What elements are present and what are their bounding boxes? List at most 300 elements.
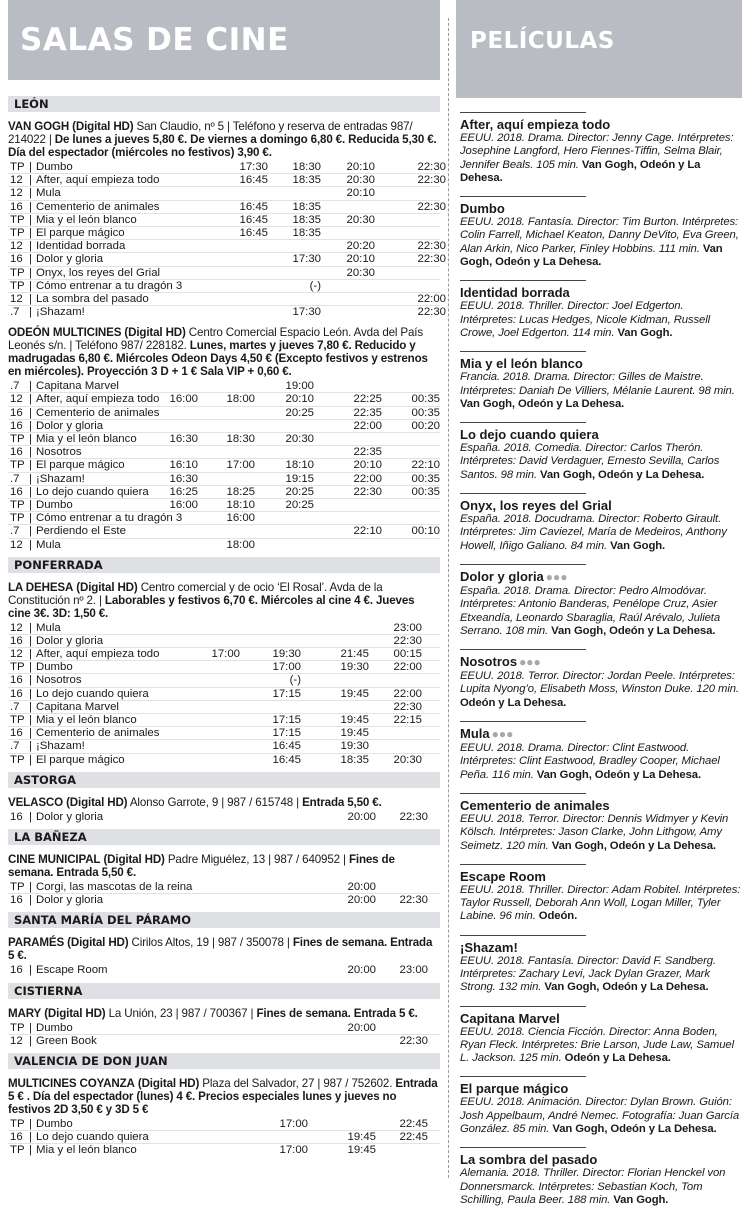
schedule-row	[8, 726, 440, 739]
age-rating: TP |	[10, 280, 30, 292]
showtime: 17:00	[272, 661, 301, 674]
showtime: 20:25	[285, 498, 314, 511]
film-description	[460, 955, 742, 995]
schedule-row	[8, 445, 440, 458]
cinema-name: ODEÓN MULTICINES	[8, 326, 122, 340]
age-rating: 16 |	[10, 894, 30, 906]
age-rating: TP |	[10, 1118, 30, 1130]
schedule-row	[8, 292, 446, 305]
showtime: 17:15	[272, 714, 301, 726]
film-details: EEUU. 2018. Drama. Director: Jenny Cage. Intérpretes: Josephine Langford, Hero Fiennes-Tiffin, Selma Blair, Jennifer Beals. 105 min.	[460, 132, 734, 171]
film-description	[460, 1167, 742, 1207]
cinema-info	[8, 120, 440, 159]
age-rating: 16 |	[10, 1131, 30, 1143]
showtime: 18:35	[292, 213, 321, 226]
showtime: 22:30	[417, 253, 446, 266]
cinema-format: (Digital HD)	[137, 1076, 200, 1090]
age-rating: TP |	[10, 499, 30, 511]
films-column	[456, 0, 742, 1207]
film-details: EEUU. 2018. Fantasía. Director: Tim Burton. Intérpretes: Colin Farrell, Michael Keaton, Danny DeVito, Eva Green, Alan Arkin, Nico Parker, Finley Hobbins. 111 min.	[460, 216, 739, 255]
film-entry	[460, 864, 742, 924]
showtime: 17:30	[292, 306, 321, 319]
cinema-name: PARAMÉS	[8, 936, 65, 950]
showtime: 21:45	[340, 648, 369, 661]
showtime: 18:35	[292, 174, 321, 187]
age-rating: 12 |	[10, 539, 30, 551]
film-title: Capitana Marvel	[36, 380, 119, 393]
showtime: 16:45	[272, 740, 301, 753]
film-entry	[460, 1147, 742, 1207]
cinema-format: (Digital HD)	[76, 580, 138, 594]
showtime: 00:35	[411, 472, 440, 485]
showtime: 00:20	[411, 419, 440, 432]
film-name: La sombra del pasado	[460, 1152, 598, 1168]
cinema-name: MULTICINES COYANZA	[8, 1076, 135, 1090]
cinema-info	[8, 1077, 440, 1116]
showtime: 19:45	[340, 727, 369, 740]
showtime: 20:00	[347, 1021, 376, 1034]
film-title: Cementerio de animales	[36, 727, 160, 740]
film-entry	[460, 112, 742, 185]
cinema-address: Cirilos Altos, 19 | 987 / 350078 |	[128, 936, 293, 950]
film-description	[460, 132, 742, 185]
film-name: Dolor y gloria	[460, 568, 544, 584]
film-cinemas: Van Gogh.	[610, 539, 666, 552]
schedule-row	[8, 647, 440, 660]
showtime: 22:25	[353, 393, 382, 406]
showtime: (-)	[309, 279, 321, 292]
film-description	[460, 742, 742, 782]
showtime: 19:45	[347, 1144, 376, 1157]
showtime: 20:25	[285, 406, 314, 419]
showtime: 22:35	[353, 446, 382, 459]
film-name: After, aquí empieza todo	[460, 117, 611, 132]
film-heading	[460, 940, 742, 955]
film-name: Dumbo	[460, 201, 505, 217]
schedule-row	[8, 186, 440, 199]
film-description	[460, 1096, 742, 1136]
schedule-table	[8, 881, 440, 906]
film-title: Lo dejo cuando quiera	[36, 1131, 149, 1144]
showtime: 17:00	[279, 1144, 308, 1157]
film-heading	[460, 1011, 742, 1026]
age-rating: 16 |	[10, 201, 30, 213]
film-cinemas: Odeón y La Dehesa.	[564, 1052, 671, 1065]
cinema-prices: Entrada 5 € . Día del espectador (lunes) 4 €. Precios especiales lunes y jueves no festivos 2D 3,50 € y 3D 5 €	[8, 1076, 438, 1116]
cinema-address: La Unión, 23 | 987 / 700367 |	[105, 1006, 257, 1020]
schedule-row	[8, 634, 440, 647]
schedule-row	[8, 1022, 440, 1034]
age-rating: TP |	[10, 1144, 30, 1156]
film-title: Mia y el león blanco	[36, 213, 137, 226]
schedule-row	[8, 739, 440, 752]
schedule-row	[8, 458, 440, 471]
showtime: 20:30	[285, 433, 314, 445]
showtime: 20:10	[353, 459, 382, 472]
film-entry	[460, 422, 742, 482]
cinema-name: MARY	[8, 1006, 42, 1020]
film-name: Mia y el león blanco	[460, 356, 583, 372]
film-title: Dumbo	[36, 498, 73, 511]
age-rating: 12 |	[10, 293, 30, 305]
cinema-prices: Lunes, martes y jueves 7,80 €. Reducido y madrugadas 6,80 €. Miércoles Odeon Days 4,50 € (Excepto festivos y estrenos en miércoles). Proyección 3 D + 1 € Sala VIP + 0,60 €.	[8, 339, 428, 379]
age-rating: 12 |	[10, 240, 30, 252]
showtime: 23:00	[393, 621, 422, 634]
showtime: 20:00	[347, 880, 376, 893]
film-description	[460, 371, 742, 411]
film-cinemas: Odeón y La Dehesa.	[460, 696, 567, 709]
age-rating: 12 |	[10, 174, 30, 186]
film-heading	[460, 285, 742, 300]
film-heading	[460, 117, 742, 132]
schedule-row	[8, 161, 446, 173]
film-cinemas: Van Gogh, Odeón y La Dehesa.	[551, 624, 716, 637]
schedule-row	[8, 392, 440, 405]
showtime: 18:35	[292, 200, 321, 213]
rating-dots: ●●●	[519, 655, 541, 670]
film-rule	[460, 793, 586, 794]
film-description	[460, 442, 742, 482]
showtime: 19:15	[285, 472, 314, 485]
showtime: 22:00	[353, 472, 382, 485]
film-cinemas: Van Gogh, Odeón y La Dehesa.	[460, 242, 723, 269]
film-heading	[460, 726, 742, 742]
film-entry	[460, 1006, 742, 1066]
film-details: EEUU. 2018. Terror. Director: Jordan Peele. Intérpretes: Lupita Nyong’o, Elisabeth Moss, Winston Duke. 120 min.	[460, 670, 739, 696]
film-details: EEUU. 2018. Drama. Director: Clint Eastwood. Intérpretes: Clint Eastwood, Bradley Cooper, Michael Peña. 116 min.	[460, 742, 720, 781]
cinema-prices: De lunes a jueves 5,80 €. De viernes a domingo 6,80 €. Reducida 5,30 €. Día del espectador (miércoles no festivos) 3,90 €.	[8, 133, 437, 159]
cinema-prices: Fines de semana. Entrada 5 €.	[256, 1006, 418, 1020]
film-title: Dolor y gloria	[36, 894, 104, 907]
age-rating: .7 |	[10, 740, 30, 752]
film-title: Corgi, las mascotas de la reina	[36, 880, 193, 893]
cinema-address: Plaza del Salvador, 27 | 987 / 752602.	[199, 1076, 396, 1090]
film-entry	[460, 935, 742, 995]
city-band: LEÓN	[8, 96, 440, 112]
cinema-info	[8, 853, 440, 879]
showtime: 16:00	[169, 498, 198, 511]
schedule-row	[8, 380, 440, 392]
film-heading	[460, 654, 742, 670]
film-title: Mula	[36, 538, 61, 551]
age-rating: .7 |	[10, 701, 30, 713]
showtime: 16:45	[239, 226, 268, 239]
film-name: Onyx, los reyes del Grial	[460, 498, 612, 514]
film-details: EEUU. 2018. Thriller. Director: Adam Robitel. Intérpretes: Taylor Russell, Deborah Ann Woll, Logan Miller, Tyler Labine. 96 min.	[460, 883, 741, 923]
schedule-row	[8, 485, 440, 498]
age-rating: 12 |	[10, 187, 30, 199]
schedule-row	[8, 893, 440, 906]
age-rating: TP |	[10, 714, 30, 726]
showtime: 20:30	[346, 213, 375, 226]
film-heading	[460, 356, 742, 371]
film-title: After, aquí empieza todo	[36, 393, 160, 406]
film-title: Mia y el león blanco	[36, 433, 137, 445]
film-title: Mia y el león blanco	[36, 1144, 137, 1157]
showtime: 19:30	[340, 661, 369, 674]
showtime: 16:30	[169, 433, 198, 445]
film-title: Dumbo	[36, 1021, 73, 1034]
showtime: 19:30	[272, 648, 301, 661]
cinema-prices: Laborables y festivos 6,70 €. Miércoles al cine 4 €. Jueves cine 3€. 3D: 1,50 €.	[8, 593, 415, 620]
showtime: 22:30	[417, 161, 446, 173]
showtime: 00:35	[411, 393, 440, 406]
film-name: El parque mágico	[460, 1081, 569, 1097]
schedule-row	[8, 660, 440, 673]
cinema-name: VELASCO	[8, 795, 63, 809]
film-title: La sombra del pasado	[36, 292, 149, 305]
cinema-format: (Digital HD)	[66, 795, 128, 809]
showtime: 18:35	[292, 226, 321, 239]
cinema-address: Centro Comercial Espacio León. Avda del País Leonés s/n. | Teléfono 987/ 228182.	[8, 326, 424, 353]
film-entry	[460, 649, 742, 710]
film-cinemas: Van Gogh.	[613, 1193, 669, 1206]
showtime: 17:00	[226, 459, 255, 472]
rating-dots: ●●●	[545, 569, 568, 584]
film-name: Lo dejo cuando quiera	[460, 427, 599, 443]
showtime: 20:30	[346, 174, 375, 187]
showtime: 22:30	[399, 810, 428, 823]
showtime: 18:00	[226, 393, 255, 406]
age-rating: 12 |	[10, 393, 30, 405]
age-rating: .7 |	[10, 306, 30, 318]
cinemas-column	[8, 0, 446, 1157]
film-name: ¡Shazam!	[460, 939, 518, 955]
film-entry	[460, 351, 742, 411]
film-heading	[460, 1152, 742, 1167]
film-entry	[460, 196, 742, 269]
film-description	[460, 813, 742, 853]
film-cinemas: Van Gogh, Odeón y La Dehesa.	[460, 158, 701, 184]
showtime: 18:10	[285, 459, 314, 472]
film-rule	[460, 649, 586, 650]
film-details: EEUU. 2018. Thriller. Director: Joel Edgerton. Intérpretes: Lucas Hedges, Nicole Kidman, Russell Crowe, Joel Edgerton. 114 min.	[460, 300, 711, 339]
age-rating: 16 |	[10, 674, 30, 686]
showtime: 22:30	[417, 174, 446, 187]
showtime: 20:10	[285, 393, 314, 406]
film-heading	[460, 1081, 742, 1096]
showtime: 22:00	[353, 419, 382, 432]
schedule-row	[8, 213, 440, 226]
film-title: Dumbo	[36, 161, 73, 173]
film-list	[456, 112, 742, 1207]
film-details: EEUU. 2018. Ciencia Ficción. Director: Anna Boden, Ryan Fleck. Intérpretes: Brie Larson, Jude Law, Samuel L. Jackson. 125 min.	[460, 1025, 735, 1065]
showtime: 20:10	[346, 187, 375, 200]
city-band: PONFERRADA	[8, 557, 440, 573]
cinema-info	[8, 326, 440, 378]
showtime: 00:10	[411, 525, 440, 538]
film-title: Identidad borrada	[36, 240, 126, 253]
showtime: 22:30	[417, 200, 446, 213]
showtime: 22:00	[393, 661, 422, 674]
film-title: Mula	[36, 187, 61, 200]
showtime: 19:45	[340, 714, 369, 726]
film-name: Capitana Marvel	[460, 1010, 560, 1026]
film-details: Alemania. 2018. Thriller. Director: Florian Henckel von Donnersmarck. Intérpretes: Sebastian Koch, Tom Schilling, Paula Beer. 188 min.	[460, 1167, 726, 1206]
cinema-prices: Fines de semana. Entrada 5,50 €.	[8, 852, 395, 879]
age-rating: .7 |	[10, 380, 30, 392]
showtime: 19:30	[340, 740, 369, 753]
film-title: Lo dejo cuando quiera	[36, 687, 149, 700]
film-entry	[460, 1076, 742, 1136]
showtime: 18:30	[292, 161, 321, 173]
age-rating: 16 |	[10, 486, 30, 498]
showtime: 20:30	[393, 753, 422, 766]
showtime: 22:30	[399, 894, 428, 907]
film-title: Dolor y gloria	[36, 810, 104, 823]
film-entry	[460, 721, 742, 782]
showtime: 20:00	[347, 810, 376, 823]
cinema-format: (Digital HD)	[124, 326, 186, 340]
schedule-row	[8, 1130, 440, 1143]
cinema-name: CINE MUNICIPAL	[8, 852, 101, 866]
film-details: España. 2018. Docudrama. Director: Roberto Girault. Intérpretes: Jim Caviezel, María de Medeiros, Anthony Howell, Iñigo Galiano. 84 min.	[460, 513, 727, 552]
city-band: LA BAÑEZA	[8, 829, 440, 845]
film-rule	[460, 864, 586, 865]
film-name: Mula	[460, 726, 490, 742]
film-heading	[460, 201, 742, 216]
film-rule	[460, 493, 586, 494]
schedule-row	[8, 226, 440, 239]
showtime: 18:25	[226, 485, 255, 498]
age-rating: TP |	[10, 227, 30, 239]
showtime: 22:10	[411, 459, 440, 472]
film-rule	[460, 351, 586, 352]
film-heading	[460, 798, 742, 813]
cinema-format: (Digital HD)	[67, 936, 129, 950]
showtime: (-)	[289, 674, 301, 687]
film-entry	[460, 280, 742, 340]
age-rating: 16 |	[10, 964, 30, 976]
film-details: España. 2018. Drama. Director: Pedro Almodóvar. Intérpretes: Antonio Banderas, Penélope Cruz, Asier Etxeandía, Leonardo Sbaraglia, Raúl Arévalo, Julieta Serrano. 108 min.	[460, 584, 721, 637]
schedule-row	[8, 1034, 440, 1047]
film-title: Perdiendo el Este	[36, 525, 126, 538]
film-title: Cómo entrenar a tu dragón 3	[36, 279, 183, 292]
cinema-name: LA DEHESA	[8, 580, 74, 594]
showtime: 22:30	[393, 634, 422, 647]
cinema-address: Alonso Garrote, 9 | 987 / 615748 |	[127, 795, 303, 809]
showtime: 17:00	[211, 648, 240, 661]
schedule-row	[8, 673, 440, 686]
showtime: 16:00	[169, 393, 198, 406]
showtime: 22:00	[417, 292, 446, 305]
showtime: 22:30	[417, 306, 446, 319]
film-cinemas: Van Gogh, Odeón y La Dehesa.	[552, 1123, 717, 1136]
schedule-row	[8, 753, 440, 766]
schedule-row	[8, 266, 440, 279]
cinemas-header	[8, 0, 440, 80]
schedule-table	[8, 622, 440, 766]
age-rating: 16 |	[10, 407, 30, 419]
film-title: Dolor y gloria	[36, 419, 104, 432]
schedule-row	[8, 622, 440, 634]
film-name: Cementerio de animales	[460, 797, 610, 813]
age-rating: 16 |	[10, 253, 30, 265]
age-rating: TP |	[10, 161, 30, 173]
showtime: 20:20	[346, 240, 375, 253]
film-rule	[460, 112, 586, 113]
film-name: Identidad borrada	[460, 285, 570, 301]
showtime: 22:35	[353, 406, 382, 419]
showtime: 18:00	[226, 538, 255, 551]
films-header	[456, 0, 742, 98]
age-rating: TP |	[10, 267, 30, 279]
schedule-row	[8, 432, 440, 445]
film-heading	[460, 498, 742, 513]
film-description	[460, 216, 742, 269]
film-rule	[460, 1147, 586, 1148]
showtime: 22:45	[399, 1117, 428, 1130]
film-title: Dolor y gloria	[36, 634, 104, 647]
cinema-info	[8, 796, 440, 809]
schedule-row	[8, 472, 440, 485]
film-title: Nosotros	[36, 674, 82, 687]
showtime: 16:00	[226, 512, 255, 525]
showtime: 20:25	[285, 485, 314, 498]
showtime: 16:45	[239, 200, 268, 213]
age-rating: 16 |	[10, 635, 30, 647]
schedule-row	[8, 538, 440, 551]
showtime: 16:45	[239, 213, 268, 226]
city-band: SANTA MARÍA DEL PÁRAMO	[8, 912, 440, 928]
age-rating: TP |	[10, 754, 30, 766]
film-details: EEUU. 2018. Terror. Director: Dennis Widmyer y Kevin Kölsch. Intérpretes: Jason Clarke, John Lithgow, Amy Seimetz. 120 min.	[460, 812, 729, 852]
cinema-info	[8, 581, 440, 620]
film-title: Escape Room	[36, 964, 108, 977]
film-entry	[460, 564, 742, 638]
showtime: 22:30	[393, 700, 422, 713]
film-title: ¡Shazam!	[36, 740, 85, 753]
showtime: 20:00	[347, 894, 376, 907]
film-title: Dumbo	[36, 661, 73, 674]
age-rating: 12 |	[10, 1035, 30, 1047]
schedule-row	[8, 524, 440, 537]
film-rule	[460, 280, 586, 281]
showtime: 22:00	[393, 687, 422, 700]
film-title: Cómo entrenar a tu dragón 3	[36, 512, 183, 525]
age-rating: .7 |	[10, 525, 30, 537]
age-rating: .7 |	[10, 473, 30, 485]
schedule-row	[8, 200, 446, 213]
age-rating: TP |	[10, 881, 30, 893]
cinema-address: San Claudio, nº 5 | Teléfono y reserva de entradas 987/ 214022 |	[8, 120, 413, 146]
age-rating: 12 |	[10, 648, 30, 660]
schedule-row	[8, 305, 446, 319]
film-title: Mula	[36, 621, 61, 634]
schedule-row	[8, 964, 440, 976]
film-title: El parque mágico	[36, 459, 125, 472]
film-cinemas: Odeón.	[538, 910, 578, 923]
cinema-info	[8, 1007, 440, 1020]
showtime: 17:15	[272, 727, 301, 740]
schedule-row	[8, 713, 440, 726]
film-rule	[460, 1076, 586, 1077]
showtime: 20:10	[346, 161, 375, 173]
age-rating: TP |	[10, 512, 30, 524]
film-title: After, aquí empieza todo	[36, 648, 160, 661]
schedule-row	[8, 173, 446, 187]
schedule-table	[8, 161, 446, 319]
showtime: 00:35	[411, 406, 440, 419]
film-title: Onyx, los reyes del Grial	[36, 266, 161, 279]
showtime: 00:15	[393, 648, 422, 661]
film-details: Francia. 2018. Drama. Director: Gilles de Maistre. Intérpretes: Daniah De Villiers, Mélanie Laurent. 98 min.	[460, 371, 735, 397]
showtime: 16:45	[239, 174, 268, 187]
age-rating: 16 |	[10, 446, 30, 458]
schedule-table	[8, 380, 440, 550]
film-description	[460, 513, 742, 553]
cinema-format: (Digital HD)	[103, 852, 165, 866]
